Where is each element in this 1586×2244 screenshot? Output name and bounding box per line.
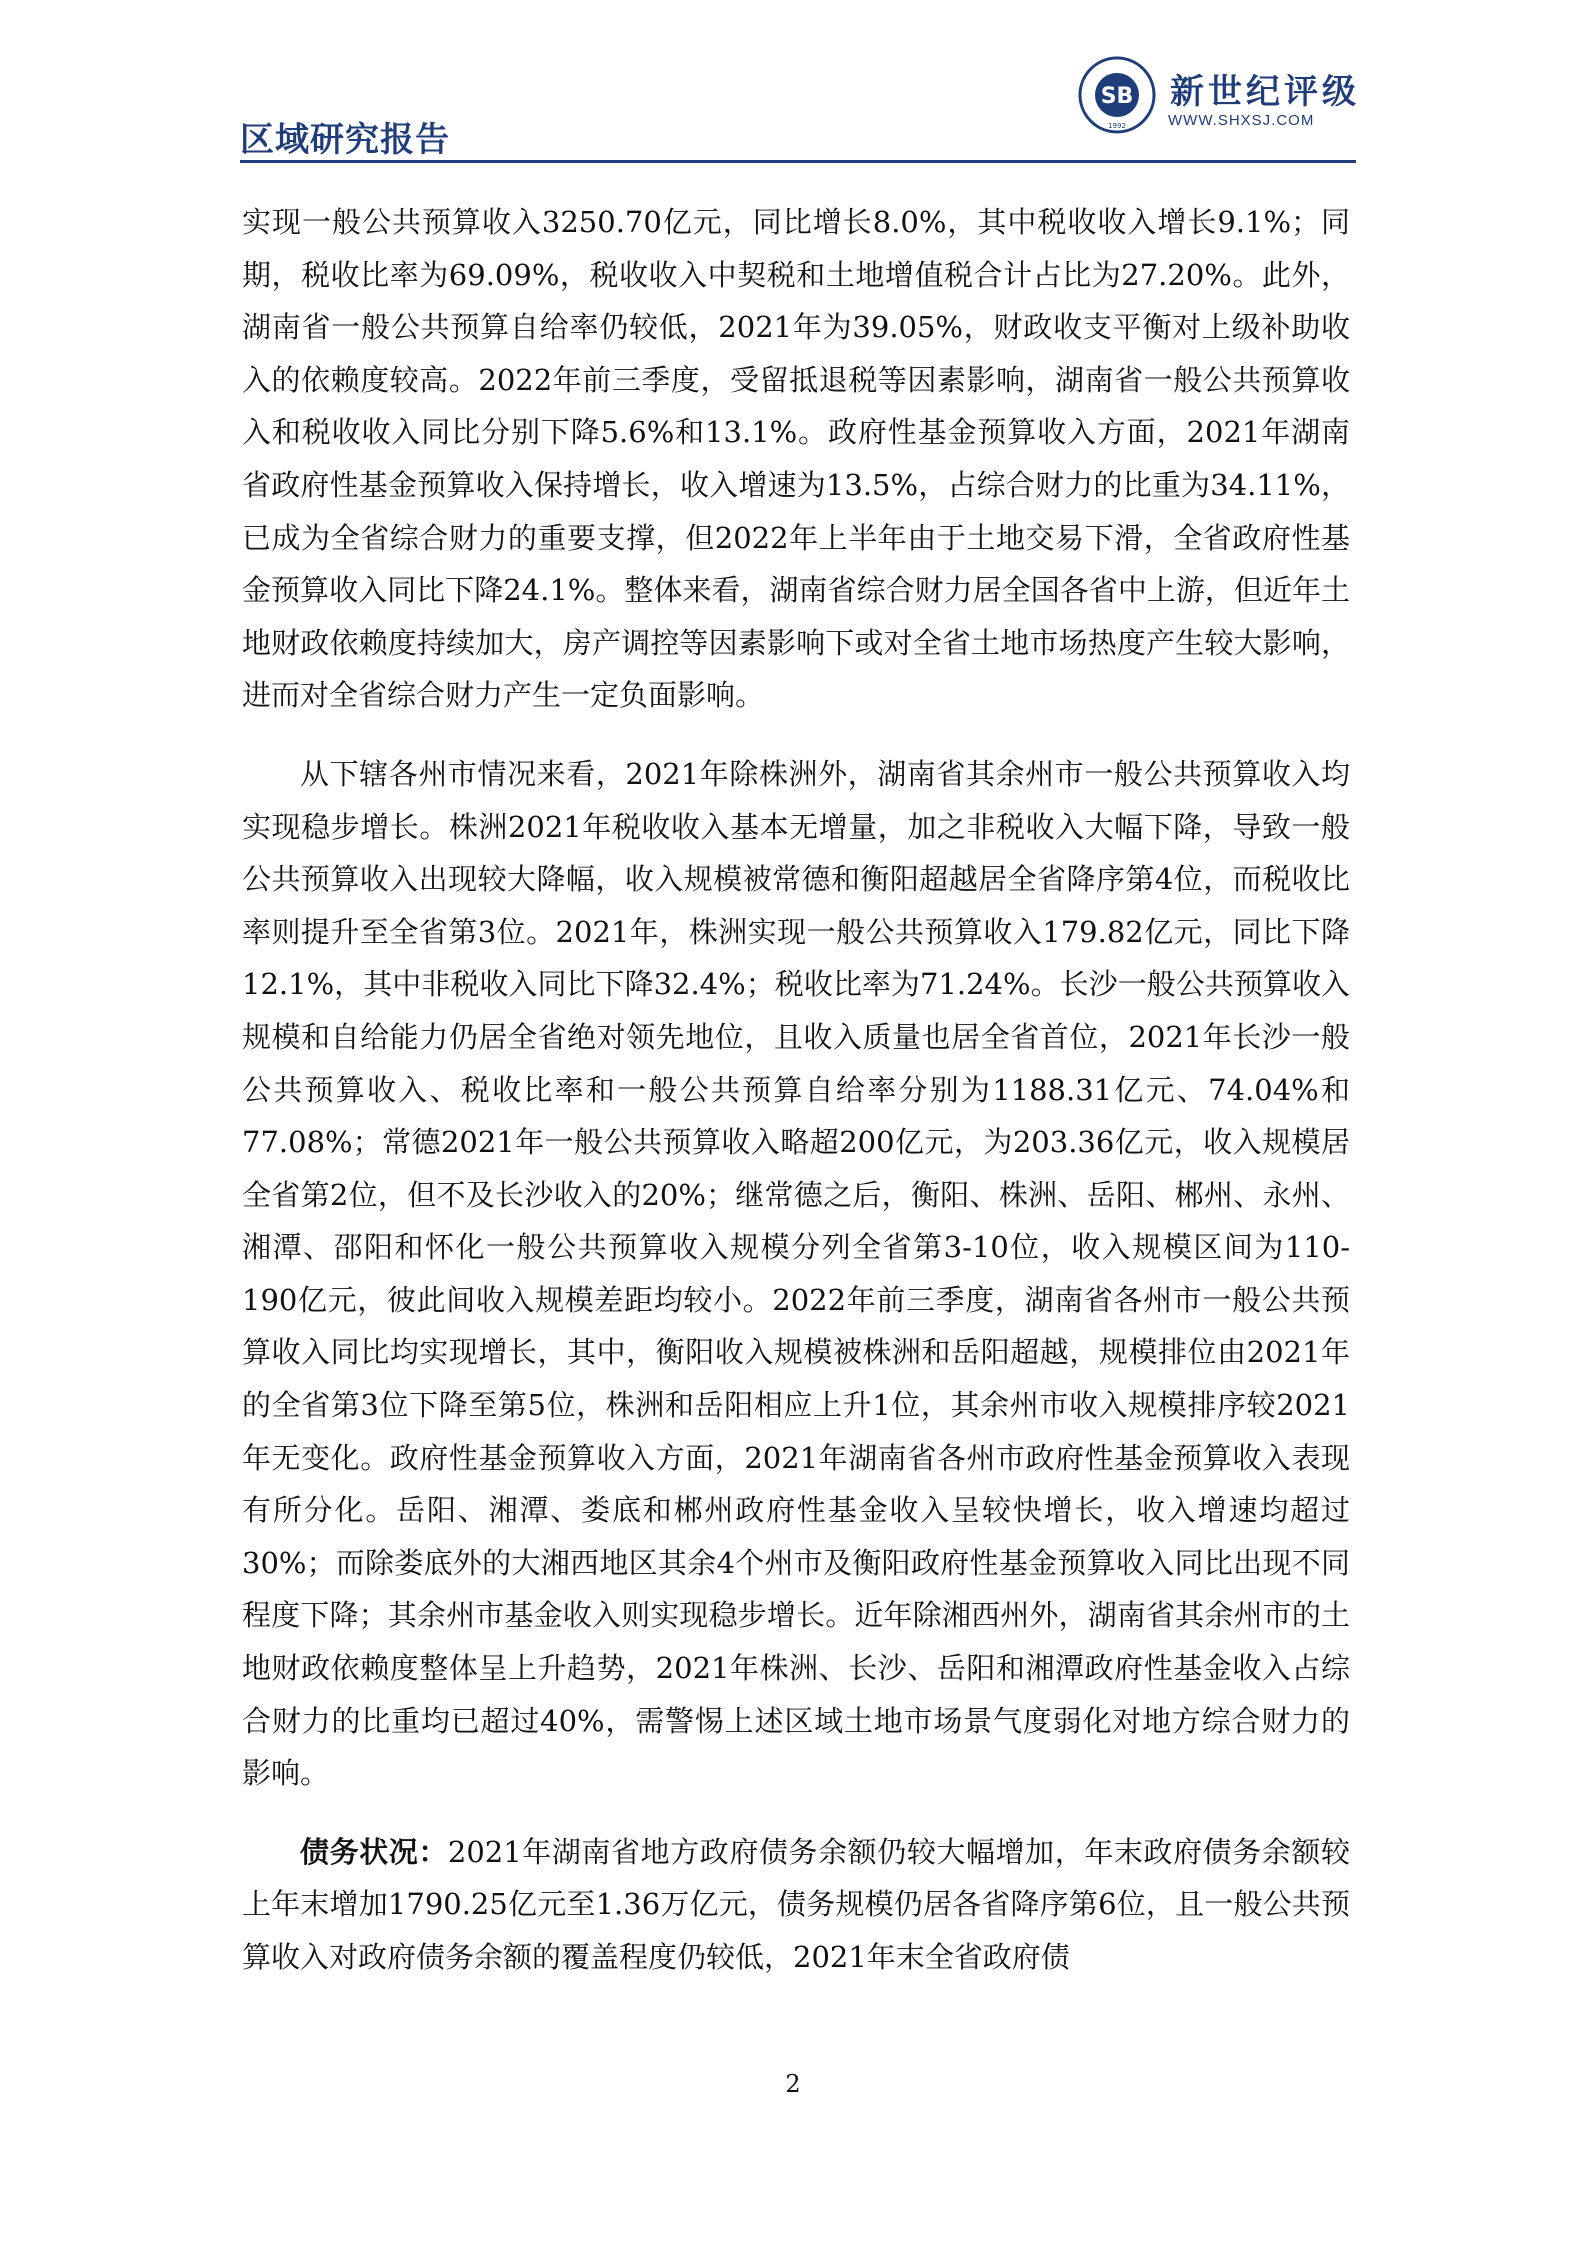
seal-year: 1992: [1108, 122, 1126, 130]
paragraph-debt-status: [242, 1826, 1350, 1984]
paragraph-prefecture-revenue: 从下辖各州市情况来看，2021年除株洲外，湖南省其余州市一般公共预算收入均实现稳步增长。株洲2021年税收收入基本无增量，加之非税收入大幅下降，导致一般公共预算收入出现较大降幅，收入规模被常德和衡阳超越居全省降序第4位，而税收比率则提升至全省第3位。2021年，株洲实现一般公共预算收入179.82亿元，同比下降12.1%，其中非税收入同比下降32.4%；税收比率为71.24%。长沙一般公共预算收入规模和自给能力仍居全省绝对领先地位，且收入质量也居全省首位，2021年长沙一般公共预算收入、税收比率和一般公共预算自给率分别为1188.31亿元、74.04%和77.08%；常德2021年一般公共预算收入略超200亿元，为203.36亿元，收入规模居全省第2位，但不及长沙收入的20%；继常德之后，衡阳、株洲、岳阳、郴州、永州、湘潭、邵阳和怀化一般公共预算收入规模分列全省第3-10位，收入规模区间为110-190亿元，彼此间收入规模差距均较小。2022年前三季度，湖南省各州市一般公共预算收入同比均实现增长，其中，衡阳收入规模被株洲和岳阳超越，规模排位由2021年的全省第3位下降至第5位，株洲和岳阳相应上升1位，其余州市收入规模排序较2021年无变化。政府性基金预算收入方面，2021年湖南省各州市政府性基金预算收入表现有所分化。岳阳、湘潭、娄底和郴州政府性基金收入呈较快增长，收入增速均超过30%；而除娄底外的大湘西地区其余4个州市及衡阳政府性基金预算收入同比出现不同程度下降；其余州市基金收入则实现稳步增长。近年除湘西州外，湖南省其余州市的土地财政依赖度整体呈上升趋势，2021年株洲、长沙、岳阳和湘潭政府性基金收入占综合财力的比重均已超过40%，需警惕上述区域土地市场景气度弱化对地方综合财力的影响。: [242, 756, 1350, 1791]
report-type-title: 区域研究报告: [240, 120, 450, 160]
brand-name: 新世纪评级: [1170, 72, 1360, 112]
paragraph-fiscal-revenue: 实现一般公共预算收入3250.70亿元，同比增长8.0%，其中税收收入增长9.1%；同期，税收比率为69.09%，税收收入中契税和土地增值税合计占比为27.20%。此外，湖南省一般公共预算自给率仍较低，2021年为39.05%，财政收支平衡对上级补助收入的依赖度较高。2022年前三季度，受留抵退税等因素影响，湖南省一般公共预算收入和税收收入同比分别下降5.6%和13.1%。政府性基金预算收入方面，2021年湖南省政府性基金预算收入保持增长，收入增速为13.5%，占综合财力的比重为34.11%，已成为全省综合财力的重要支撑，但2022年上半年由于土地交易下滑，全省政府性基金预算收入同比下降24.1%。整体来看，湖南省综合财力居全国各省中上游，但近年土地财政依赖度持续加大，房产调控等因素影响下或对全省土地市场热度产生较大影响，进而对全省综合财力产生一定负面影响。: [242, 205, 1350, 713]
svg-text:SB: SB: [1100, 84, 1134, 109]
body-text: [242, 196, 1350, 2010]
header-divider: [240, 160, 1356, 163]
brand-url: WWW.SHXSJ.COM: [1168, 112, 1315, 129]
page-number: 2: [785, 2070, 801, 2098]
debt-section-text: 2021年湖南省地方政府债务余额仍较大幅增加，年末政府债务余额较上年末增加1790.25亿元至1.36万亿元，债务规模仍居各省降序第6位，且一般公共预算收入对政府债务余额的覆盖程度仍较低，2021年末全省政府债: [242, 1834, 1350, 1974]
logo-seal: [1078, 56, 1156, 134]
debt-section-lead: 债务状况：: [300, 1834, 448, 1869]
seal-icon: [1078, 56, 1156, 134]
